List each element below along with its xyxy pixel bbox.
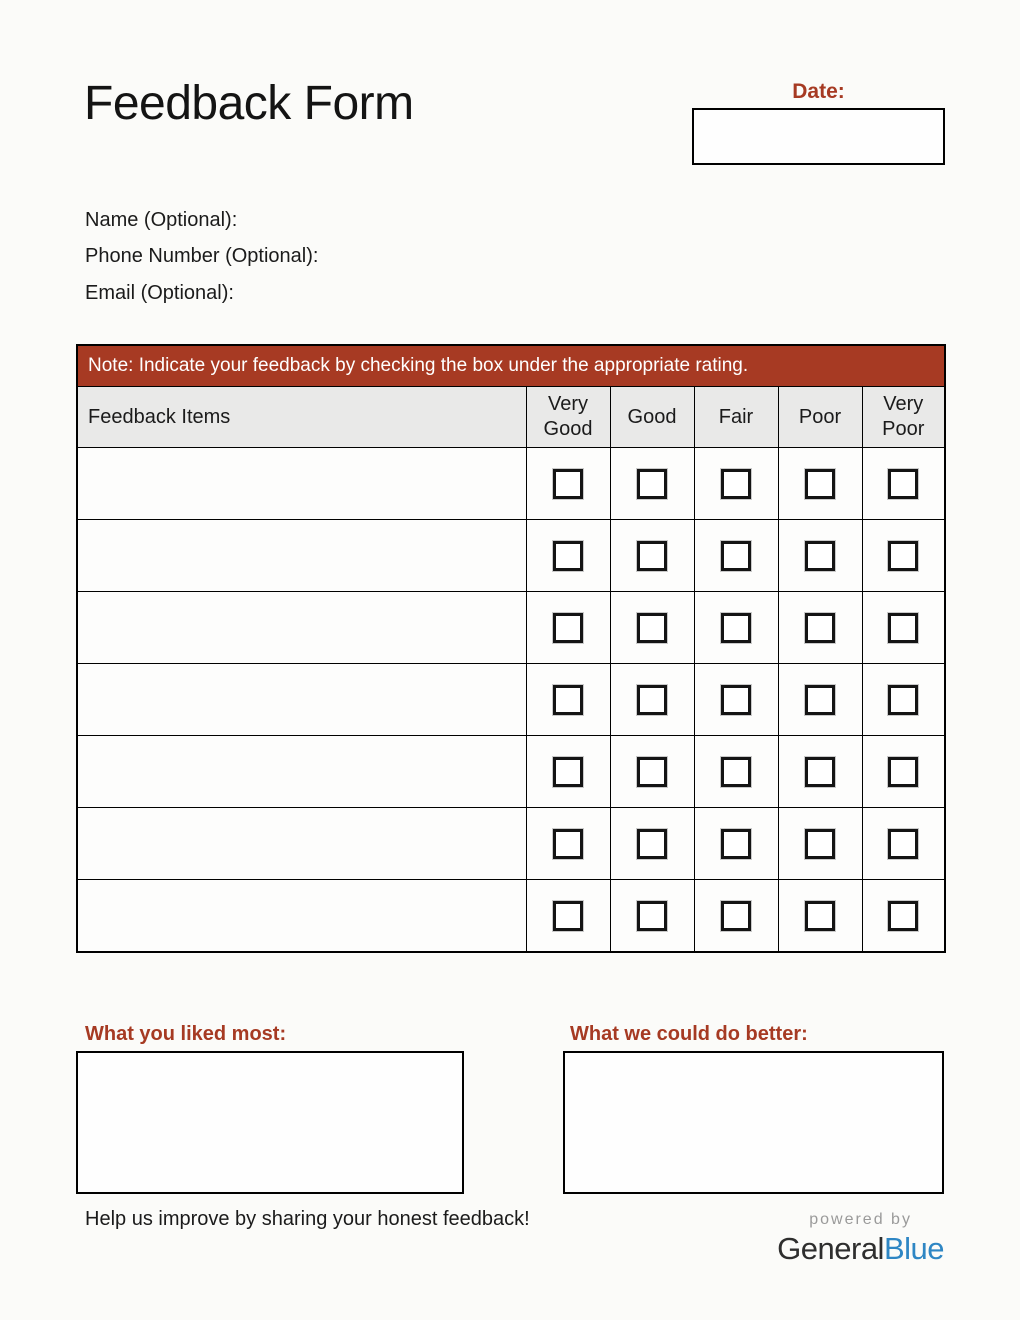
- checkbox-very-poor[interactable]: [888, 469, 918, 499]
- checkbox-poor[interactable]: [805, 757, 835, 787]
- rating-cell-very-good: [526, 664, 610, 736]
- brand-general-text: General: [777, 1231, 884, 1266]
- rating-cell-fair: [694, 736, 778, 808]
- checkbox-very-good[interactable]: [553, 829, 583, 859]
- checkbox-very-good[interactable]: [553, 901, 583, 931]
- footer-message: Help us improve by sharing your honest feedback!: [85, 1208, 530, 1230]
- checkbox-fair[interactable]: [721, 685, 751, 715]
- table-row: [77, 664, 945, 736]
- rating-cell-good: [610, 808, 694, 880]
- checkbox-fair[interactable]: [721, 541, 751, 571]
- checkbox-fair[interactable]: [721, 829, 751, 859]
- rating-cell-poor: [778, 808, 862, 880]
- checkbox-poor[interactable]: [805, 613, 835, 643]
- rating-cell-poor: [778, 736, 862, 808]
- checkbox-fair[interactable]: [721, 757, 751, 787]
- checkbox-very-good[interactable]: [553, 685, 583, 715]
- checkbox-very-poor[interactable]: [888, 685, 918, 715]
- rating-cell-good: [610, 736, 694, 808]
- rating-cell-fair: [694, 592, 778, 664]
- feedback-item-cell: [77, 664, 526, 736]
- rating-cell-fair: [694, 664, 778, 736]
- rating-cell-poor: [778, 520, 862, 592]
- rating-header-very-poor: Very Poor: [862, 387, 945, 448]
- checkbox-fair[interactable]: [721, 613, 751, 643]
- table-header-row: [77, 387, 945, 448]
- rating-cell-very-good: [526, 880, 610, 953]
- could-do-better-label: What we could do better:: [570, 1023, 808, 1045]
- rating-cell-fair: [694, 448, 778, 520]
- rating-cell-very-poor: [862, 808, 945, 880]
- checkbox-very-poor[interactable]: [888, 613, 918, 643]
- rating-cell-good: [610, 592, 694, 664]
- brand-block: [777, 1211, 944, 1267]
- rating-cell-very-good: [526, 736, 610, 808]
- rating-cell-very-poor: [862, 448, 945, 520]
- checkbox-poor[interactable]: [805, 541, 835, 571]
- brand-blue-text: Blue: [883, 1231, 944, 1266]
- page-title: Feedback Form: [84, 77, 414, 130]
- checkbox-very-good[interactable]: [553, 469, 583, 499]
- could-do-better-input-box[interactable]: [563, 1051, 944, 1194]
- feedback-item-cell: [77, 520, 526, 592]
- rating-cell-fair: [694, 808, 778, 880]
- date-section: [692, 80, 945, 104]
- checkbox-very-poor[interactable]: [888, 757, 918, 787]
- feedback-item-cell: [77, 880, 526, 953]
- checkbox-good[interactable]: [637, 901, 667, 931]
- table-row: [77, 520, 945, 592]
- checkbox-very-poor[interactable]: [888, 541, 918, 571]
- checkbox-good[interactable]: [637, 685, 667, 715]
- phone-field-label: Phone Number (Optional):: [85, 245, 319, 268]
- rating-cell-good: [610, 880, 694, 953]
- liked-most-input-box[interactable]: [76, 1051, 464, 1194]
- rating-header-very-good: Very Good: [526, 387, 610, 448]
- checkbox-good[interactable]: [637, 469, 667, 499]
- checkbox-poor[interactable]: [805, 469, 835, 499]
- rating-header-good: Good: [610, 387, 694, 448]
- email-field-label: Email (Optional):: [85, 281, 234, 304]
- feedback-item-cell: [77, 736, 526, 808]
- table-note: Note: Indicate your feedback by checking the box under the appropriate rating.: [77, 345, 945, 387]
- table-row: [77, 736, 945, 808]
- name-field-label: Name (Optional):: [85, 208, 238, 231]
- rating-cell-very-poor: [862, 664, 945, 736]
- table-row: [77, 808, 945, 880]
- rating-table: [76, 344, 944, 953]
- liked-most-label: What you liked most:: [85, 1023, 287, 1045]
- feedback-item-cell: [77, 808, 526, 880]
- date-label: Date:: [792, 80, 845, 103]
- rating-cell-poor: [778, 880, 862, 953]
- table-row: [77, 592, 945, 664]
- powered-by-text: powered by: [809, 1211, 912, 1228]
- checkbox-very-poor[interactable]: [888, 901, 918, 931]
- checkbox-good[interactable]: [637, 541, 667, 571]
- rating-cell-poor: [778, 592, 862, 664]
- feedback-items-header: Feedback Items: [77, 387, 526, 448]
- rating-cell-very-poor: [862, 736, 945, 808]
- rating-cell-fair: [694, 880, 778, 953]
- checkbox-very-good[interactable]: [553, 757, 583, 787]
- feedback-item-cell: [77, 592, 526, 664]
- rating-cell-poor: [778, 664, 862, 736]
- checkbox-very-good[interactable]: [553, 613, 583, 643]
- rating-cell-very-poor: [862, 880, 945, 953]
- table-row: [77, 448, 945, 520]
- rating-cell-very-good: [526, 592, 610, 664]
- checkbox-poor[interactable]: [805, 685, 835, 715]
- rating-cell-good: [610, 664, 694, 736]
- table-row: [77, 880, 945, 953]
- rating-header-poor: Poor: [778, 387, 862, 448]
- rating-cell-poor: [778, 448, 862, 520]
- rating-cell-good: [610, 448, 694, 520]
- checkbox-very-poor[interactable]: [888, 829, 918, 859]
- generalblue-logo: [777, 1231, 944, 1267]
- date-input-box[interactable]: [692, 108, 945, 165]
- rating-cell-very-poor: [862, 592, 945, 664]
- checkbox-good[interactable]: [637, 613, 667, 643]
- rating-cell-very-poor: [862, 520, 945, 592]
- checkbox-poor[interactable]: [805, 901, 835, 931]
- rating-cell-very-good: [526, 808, 610, 880]
- rating-cell-very-good: [526, 520, 610, 592]
- rating-header-fair: Fair: [694, 387, 778, 448]
- rating-cell-fair: [694, 520, 778, 592]
- checkbox-poor[interactable]: [805, 829, 835, 859]
- rating-cell-very-good: [526, 448, 610, 520]
- checkbox-very-good[interactable]: [553, 541, 583, 571]
- contact-section: [85, 202, 318, 312]
- checkbox-fair[interactable]: [721, 469, 751, 499]
- rating-cell-good: [610, 520, 694, 592]
- checkbox-fair[interactable]: [721, 901, 751, 931]
- checkbox-good[interactable]: [637, 757, 667, 787]
- feedback-item-cell: [77, 448, 526, 520]
- checkbox-good[interactable]: [637, 829, 667, 859]
